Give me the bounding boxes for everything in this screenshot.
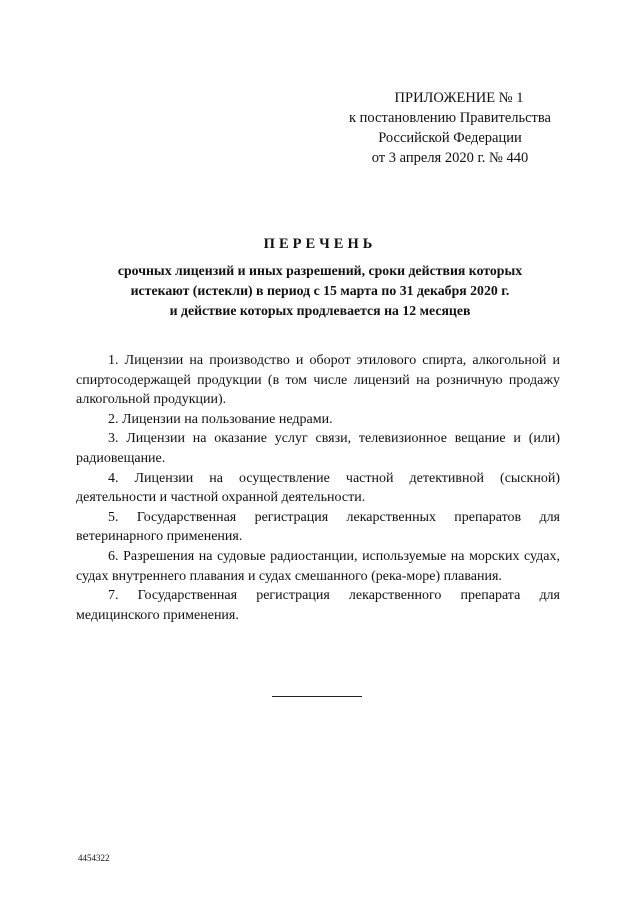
list-item: 7. Государственная регистрация лекарственного препарата для медицинского применения. bbox=[76, 588, 560, 623]
document-code: 4454322 bbox=[78, 853, 110, 863]
document-subheading bbox=[80, 261, 560, 321]
appendix-block bbox=[300, 88, 600, 168]
subheading-line-3: и действие которых продлевается на 12 месяцев bbox=[169, 303, 471, 318]
list-item: 6. Разрешения на судовые радиостанции, используемые на морских судах, судах внутреннего плавания и судах смешанного (река-море) плавания. bbox=[76, 548, 560, 584]
list-item: 2. Лицензии на пользование недрами. bbox=[108, 411, 333, 427]
appendix-title: ПРИЛОЖЕНИЕ № 1 bbox=[394, 90, 524, 106]
list-item: 1. Лицензии на производство и оборот этилового спирта, алкогольной и спиртосодержащей продукции (в том числе лицензий на розничную продажу алкогольной продукции). bbox=[76, 353, 560, 408]
closing-divider bbox=[272, 696, 362, 697]
list-item: 3. Лицензии на оказание услуг связи, телевизионное вещание и (или) радиовещание. bbox=[76, 431, 560, 466]
appendix-line-date-number: от 3 апреля 2020 г. № 440 bbox=[371, 150, 529, 166]
appendix-line-federation: Российской Федерации bbox=[378, 130, 522, 146]
subheading-line-1: срочных лицензий и иных разрешений, сроки действия которых bbox=[117, 263, 523, 278]
appendix-line-resolution: к постановлению Правительства bbox=[349, 110, 551, 126]
list-item: 4. Лицензии на осуществление частной детективной (сыскной) деятельности и частной охранной деятельности. bbox=[76, 470, 560, 506]
list-item: 5. Государственная регистрация лекарственных препаратов для ветеринарного применения. bbox=[76, 509, 560, 545]
document-heading: ПЕРЕЧЕНЬ bbox=[263, 236, 377, 252]
subheading-line-2: истекают (истекли) в период с 15 марта по 31 декабря 2020 г. bbox=[130, 283, 510, 298]
list-of-items bbox=[76, 351, 560, 625]
